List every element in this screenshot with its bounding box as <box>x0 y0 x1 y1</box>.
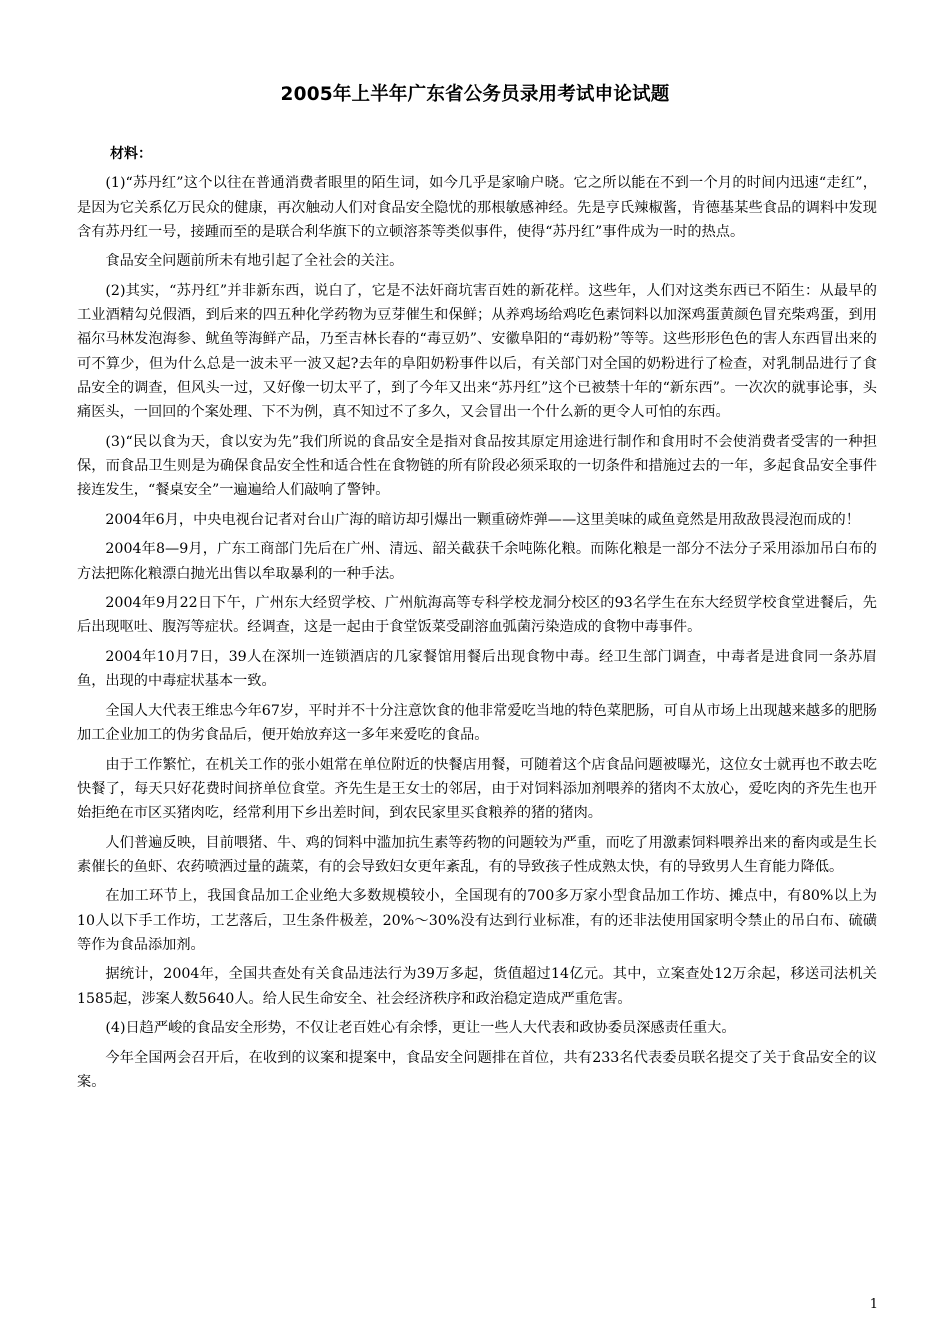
paragraph: (3)“民以食为天，食以安为先”我们所说的食品安全是指对食品按其原定用途进行制作和食用时不会使消费者受害的一种担保，而食品卫生则是为确保食品安全性和适合性在食物链的所有阶段必须采取的一切条件和措施过去的一年，多起食品安全事件接连发生，“餐桌安全”一遍遍给人们敲响了警钟。 <box>77 433 877 499</box>
document-body <box>77 142 877 1100</box>
paragraph: 在加工环节上，我国食品加工企业绝大多数规模较小，全国现有的700多万家小型食品加工作坊、摊点中，有80%以上为10人以下手工作坊，工艺落后，卫生条件极差，20%～30%没有达到行业标准，有的还非法使用国家明令禁止的吊白布、硫磺等作为食品添加剂。 <box>77 888 877 953</box>
paragraph: 2004年9月22日下午，广州东大经贸学校、广州航海高等专科学校龙洞分校区的93名学生在东大经贸学校食堂进餐后，先后出现呕吐、腹泻等症状。经调查，这是一起由于食堂饭菜受副溶血弧菌污染造成的食物中毒事件。 <box>77 595 877 636</box>
paragraph: 由于工作繁忙，在机关工作的张小姐常在单位附近的快餐店用餐，可随着这个店食品问题被曝光，这位女士就再也不敢去吃快餐了，每天只好花费时间挤单位食堂。齐先生是王女士的邻居，由于对饲料添加剂喂养的猪肉不太放心，爱吃肉的齐先生也开始拒绝在市区买猪肉吃，经常利用下乡出差时间，到农民家里买食粮养的猪的猪肉。 <box>77 756 877 822</box>
paragraph: (1)“苏丹红”这个以往在普通消费者眼里的陌生词，如今几乎是家喻户晓。它之所以能在不到一个月的时间内迅速“走红”，是因为它关系亿万民众的健康，再次触动人们对食品安全隐忧的那根敏感神经。先是亨氏辣椒酱，肯德基某些食品的调料中发现含有苏丹红一号，接踵而至的是联合利华旗下的立顿溶茶等类似事件，使得“苏丹红”事件成为一时的热点。 <box>77 175 877 240</box>
paragraph: 今年全国两会召开后，在收到的议案和提案中，食品安全问题排在首位，共有233名代表委员联名提交了关于食品安全的议案。 <box>77 1049 877 1091</box>
paragraph: 2004年6月，中央电视台记者对台山广海的暗访却引爆出一颗重磅炸弹——这里美味的咸鱼竟然是用敌敌畏浸泡而成的！ <box>105 511 860 528</box>
paragraph: 2004年10月7日，39人在深圳一连锁酒店的几家餐馆用餐后出现食物中毒。经卫生部门调查，中毒者是进食同一条苏眉鱼，出现的中毒症状基本一致。 <box>77 648 877 690</box>
document-title: 2005年上半年广东省公务员录用考试申论试题 <box>280 84 670 105</box>
paragraph: (2)其实，“苏丹红”并非新东西，说白了，它是不法奸商坑害百姓的新花样。这些年，人们对这类东西已不陌生：从最早的工业酒精勾兑假酒，到后来的四五种化学药物为豆芽催生和保鲜；从养鸡场给鸡吃色素饲料以加深鸡蛋黄颜色冒充柴鸡蛋，到用福尔马林发泡海参、鱿鱼等海鲜产品，乃至吉林长春的“毒豆奶”、安徽阜阳的“毒奶粉”等等。这些形形色色的害人东西冒出来的可不算少，但为什么总是一波未平一波又起?去年的阜阳奶粉事件以后，有关部门对全国的奶粉进行了检查，对乳制品进行了食品安全的调查，但风头一过，又好像一切太平了，到了今年又出来“苏丹红”这个已被禁十年的“新东西”。一次次的就事论事，头痛医头，一回回的个案处理、下不为例，真不知过不了多久，又会冒出一个什么新的更令人可怕的东西。 <box>77 282 877 421</box>
paragraph: (4)日趋严峻的食品安全形势，不仅让老百姓心有余悸，更让一些人大代表和政协委员深感责任重大。 <box>105 1020 736 1037</box>
paragraph: 2004年8—9月，广东工商部门先后在广州、清远、韶关截获千余吨陈化粮。而陈化粮是一部分不法分子采用添加吊白布的方法把陈化粮漂白抛光出售以牟取暴利的一种手法。 <box>77 541 877 582</box>
page-number: 1 <box>869 1297 878 1312</box>
paragraph: 食品安全问题前所未有地引起了全社会的关注。 <box>105 253 404 270</box>
paragraph: 全国人大代表王维忠今年67岁，平时并不十分注意饮食的他非常爱吃当地的特色菜肥肠，可自从市场上出现越来越多的肥肠加工企业加工的伪劣食品后，便开始放弃这一多年来爱吃的食品。 <box>77 702 877 744</box>
section-label: 材料： <box>110 146 152 162</box>
paragraph: 人们普遍反映，目前喂猪、牛、鸡的饲料中滥加抗生素等药物的问题较为严重，而吃了用激素饲料喂养出来的畜肉或是生长素催长的鱼虾、农药喷洒过量的蔬菜，有的会导致妇女更年紊乱，有的导致孩子性成熟太快，有的导致男人生育能力降低。 <box>77 834 877 875</box>
paragraph: 据统计，2004年，全国共查处有关食品违法行为39万多起，货值超过14亿元。其中，立案查处12万余起，移送司法机关1585起，涉案人数5640人。给人民生命安全、社会经济秩序和政治稳定造成严重危害。 <box>77 966 877 1007</box>
